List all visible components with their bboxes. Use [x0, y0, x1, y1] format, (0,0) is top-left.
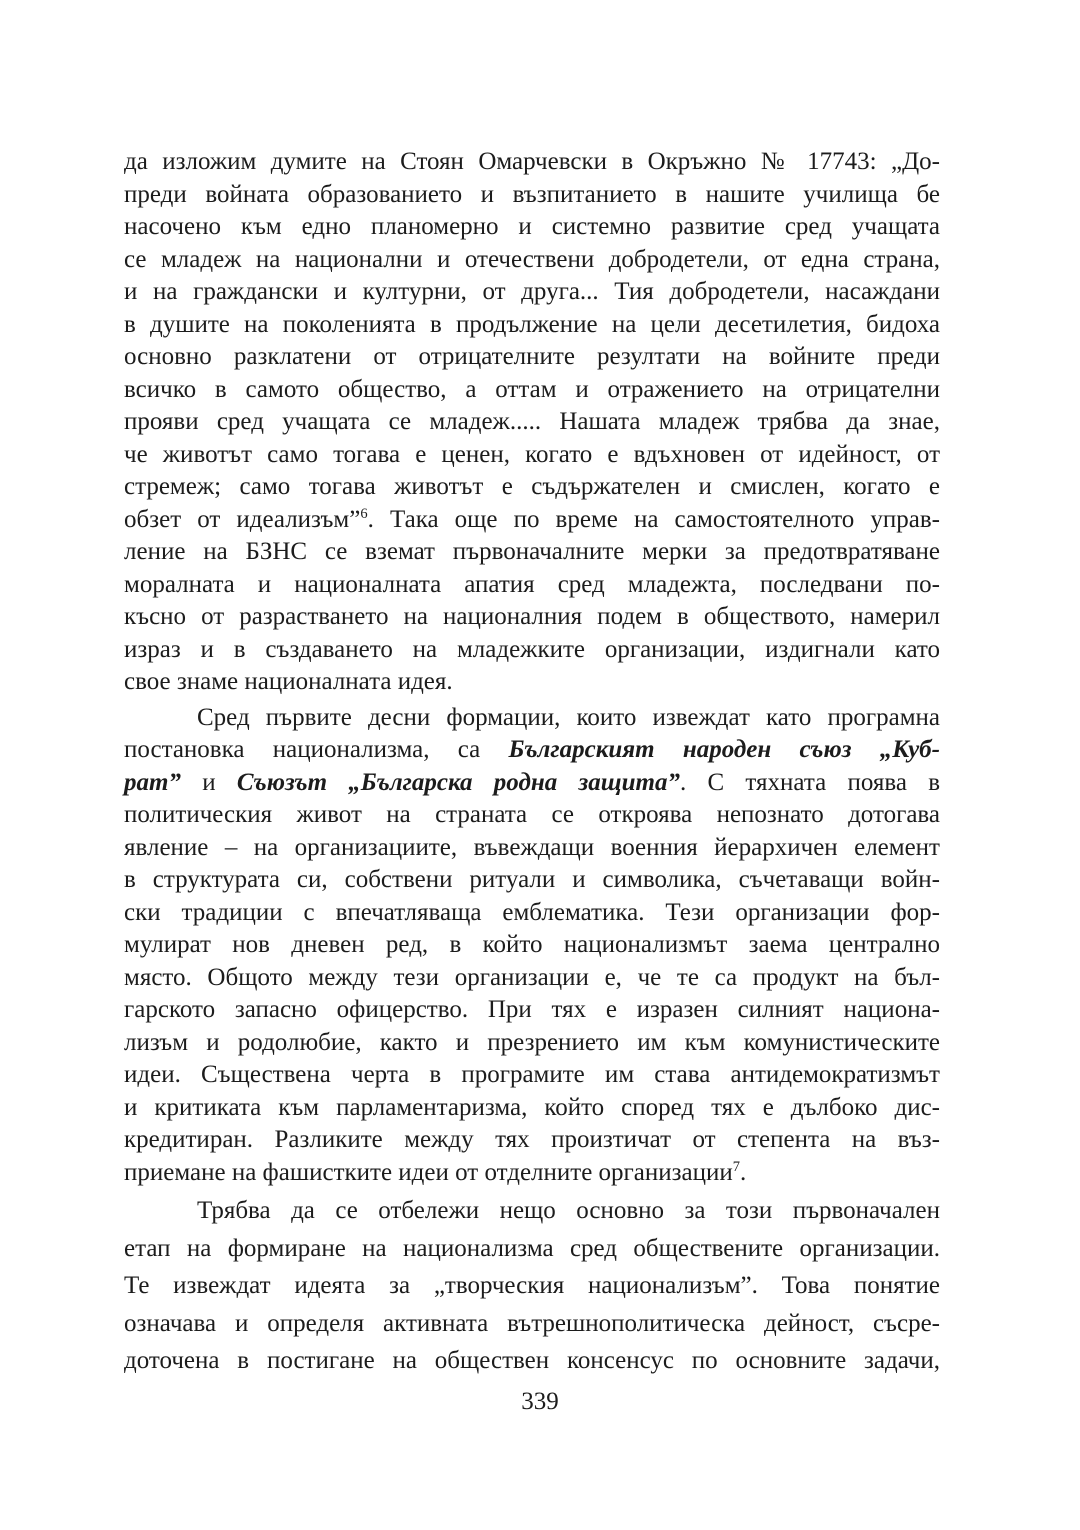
text-run: и	[180, 768, 237, 796]
text-run: кредитиран. Разликите между тях произтичат от степента на въз-	[124, 1126, 940, 1153]
text-run: Те извеждат идеята за „творческия национализъм”. Това понятие	[124, 1272, 940, 1299]
text-line	[124, 994, 940, 1027]
text-line	[124, 406, 940, 439]
text-line	[124, 179, 940, 212]
footnote-reference: 7	[732, 1158, 741, 1175]
text-run: явление – на организациите, въвеждащи военния йерархичен елемент	[124, 833, 940, 861]
text-run: стремеж; само тогава животът е съдържателен и смислен, когато е	[124, 473, 940, 500]
text-line	[124, 1124, 940, 1157]
text-run: гарското запасно офицерство. При тях е изразен силният национа-	[124, 996, 940, 1023]
text-line	[124, 864, 940, 897]
paragraph	[124, 146, 940, 699]
text-run: и критиката към парламентаризма, който според тях е дълбоко дис-	[124, 1093, 940, 1121]
text-line	[124, 702, 940, 735]
text-run: място. Общото между тези организации е, че те са продукт на бъл-	[124, 963, 940, 991]
text-line	[124, 211, 940, 244]
text-run: основно разклатени от отрицателните резултати на войните преди	[124, 343, 940, 370]
text-line	[124, 569, 940, 602]
emphasized-organization-name: рат”	[124, 768, 181, 796]
text-line	[124, 799, 940, 832]
text-run: идеи. Съществена черта в програмите им става антидемократизмът	[124, 1061, 940, 1088]
text-line	[124, 1027, 940, 1060]
text-line	[124, 146, 940, 179]
text-line	[124, 536, 940, 569]
text-run: приемане на фашистките идеи от отделните организации	[124, 1158, 733, 1186]
paragraph	[124, 702, 940, 1190]
text-run: мулират нов дневен ред, в който национализмът заема централно	[124, 931, 940, 958]
text-run: ски традиции с впечатляваща емблематика. Тези организации фор-	[124, 898, 940, 926]
text-run: насочено към едно планомерно и системно развитие сред учащата	[124, 213, 940, 240]
text-line	[124, 634, 940, 667]
text-run: означава и определя активната вътрешнополитическа дейност, съсре-	[124, 1309, 940, 1337]
text-line	[124, 666, 940, 699]
text-run: Сред първите десни формации, които извеждат като програмна	[197, 703, 940, 731]
text-run: ление на БЗНС се вземат първоначалните мерки за предотвратяване	[124, 538, 940, 565]
text-line	[124, 1267, 940, 1305]
emphasized-organization-name: Съюзът „Българска родна защита”	[236, 768, 680, 796]
text-run: в душите на поколенията в продължение на цели десетилетия, бидоха	[124, 310, 940, 338]
text-run: свое знаме националната идея.	[124, 668, 453, 695]
text-run: .	[740, 1158, 747, 1186]
text-run: постановка национализма, са	[124, 736, 509, 763]
text-line	[124, 504, 940, 537]
text-line	[124, 897, 940, 930]
page-number: 339	[521, 1388, 559, 1415]
text-line	[124, 601, 940, 634]
text-run: политическия живот на страната се откроява непознато дотогава	[124, 801, 940, 828]
text-line	[124, 832, 940, 865]
text-line	[124, 1092, 940, 1125]
text-run: лизъм и родолюбие, както и презрението им към комунистическите	[124, 1028, 940, 1056]
text-run: . Така още по време на самостоятелното управ-	[367, 505, 940, 533]
text-run: всичко в самото общество, а оттам и отражението на отрицателни	[124, 375, 940, 403]
emphasized-organization-name: Българският народен съюз „Куб-	[508, 736, 940, 763]
text-line	[124, 471, 940, 504]
text-line	[124, 244, 940, 277]
text-run: преди войната образованието и възпитанието в нашите училища бе	[124, 180, 940, 208]
text-run: израз и в създаването на младежките организации, издигнали като	[124, 635, 940, 663]
text-line	[124, 1305, 940, 1343]
text-line	[124, 767, 940, 800]
text-line	[124, 734, 940, 767]
text-line	[124, 309, 940, 342]
text-line	[124, 962, 940, 995]
text-run: и на граждански и културни, от друга... Тия добродетели, насаждани	[124, 278, 940, 305]
footnote-reference: 6	[360, 505, 368, 522]
text-run: Трябва да се отбележи нещо основно за този първоначален	[197, 1197, 940, 1224]
paragraph	[124, 1192, 940, 1380]
text-run: доточена в постигане на обществен консенсус по основните задачи,	[124, 1347, 940, 1374]
text-run: се младеж на национални и отечествени добродетели, от една страна,	[124, 245, 940, 273]
text-column	[124, 146, 940, 1383]
text-run: обзет от идеализъм”	[124, 505, 361, 533]
text-run: късно от разрастването на националния подем в обществото, намерил	[124, 603, 940, 630]
text-line	[124, 1157, 940, 1190]
text-run: моралната и националната апатия сред младежта, последвани по-	[124, 570, 940, 598]
text-line	[124, 1192, 940, 1230]
text-line	[124, 276, 940, 309]
text-line	[124, 1059, 940, 1092]
text-line	[124, 439, 940, 472]
text-run: прояви сред учащата се младеж..... Нашата младеж трябва да знае,	[124, 408, 940, 435]
text-run: . С тяхната поява в	[679, 768, 940, 796]
text-run: етап на формиране на национализма сред обществените организации.	[124, 1234, 940, 1262]
text-line	[124, 1342, 940, 1380]
text-line	[124, 929, 940, 962]
text-line	[124, 1230, 940, 1268]
text-line	[124, 341, 940, 374]
text-run: че животът само тогава е ценен, когато е вдъхновен от идейност, от	[124, 440, 940, 468]
text-run: в структурата си, собствени ритуали и символика, съчетаващи войн-	[124, 866, 940, 893]
text-line	[124, 374, 940, 407]
text-run: да изложим думите на Стоян Омарчевски в Окръжно № 17743: „До-	[124, 148, 940, 175]
